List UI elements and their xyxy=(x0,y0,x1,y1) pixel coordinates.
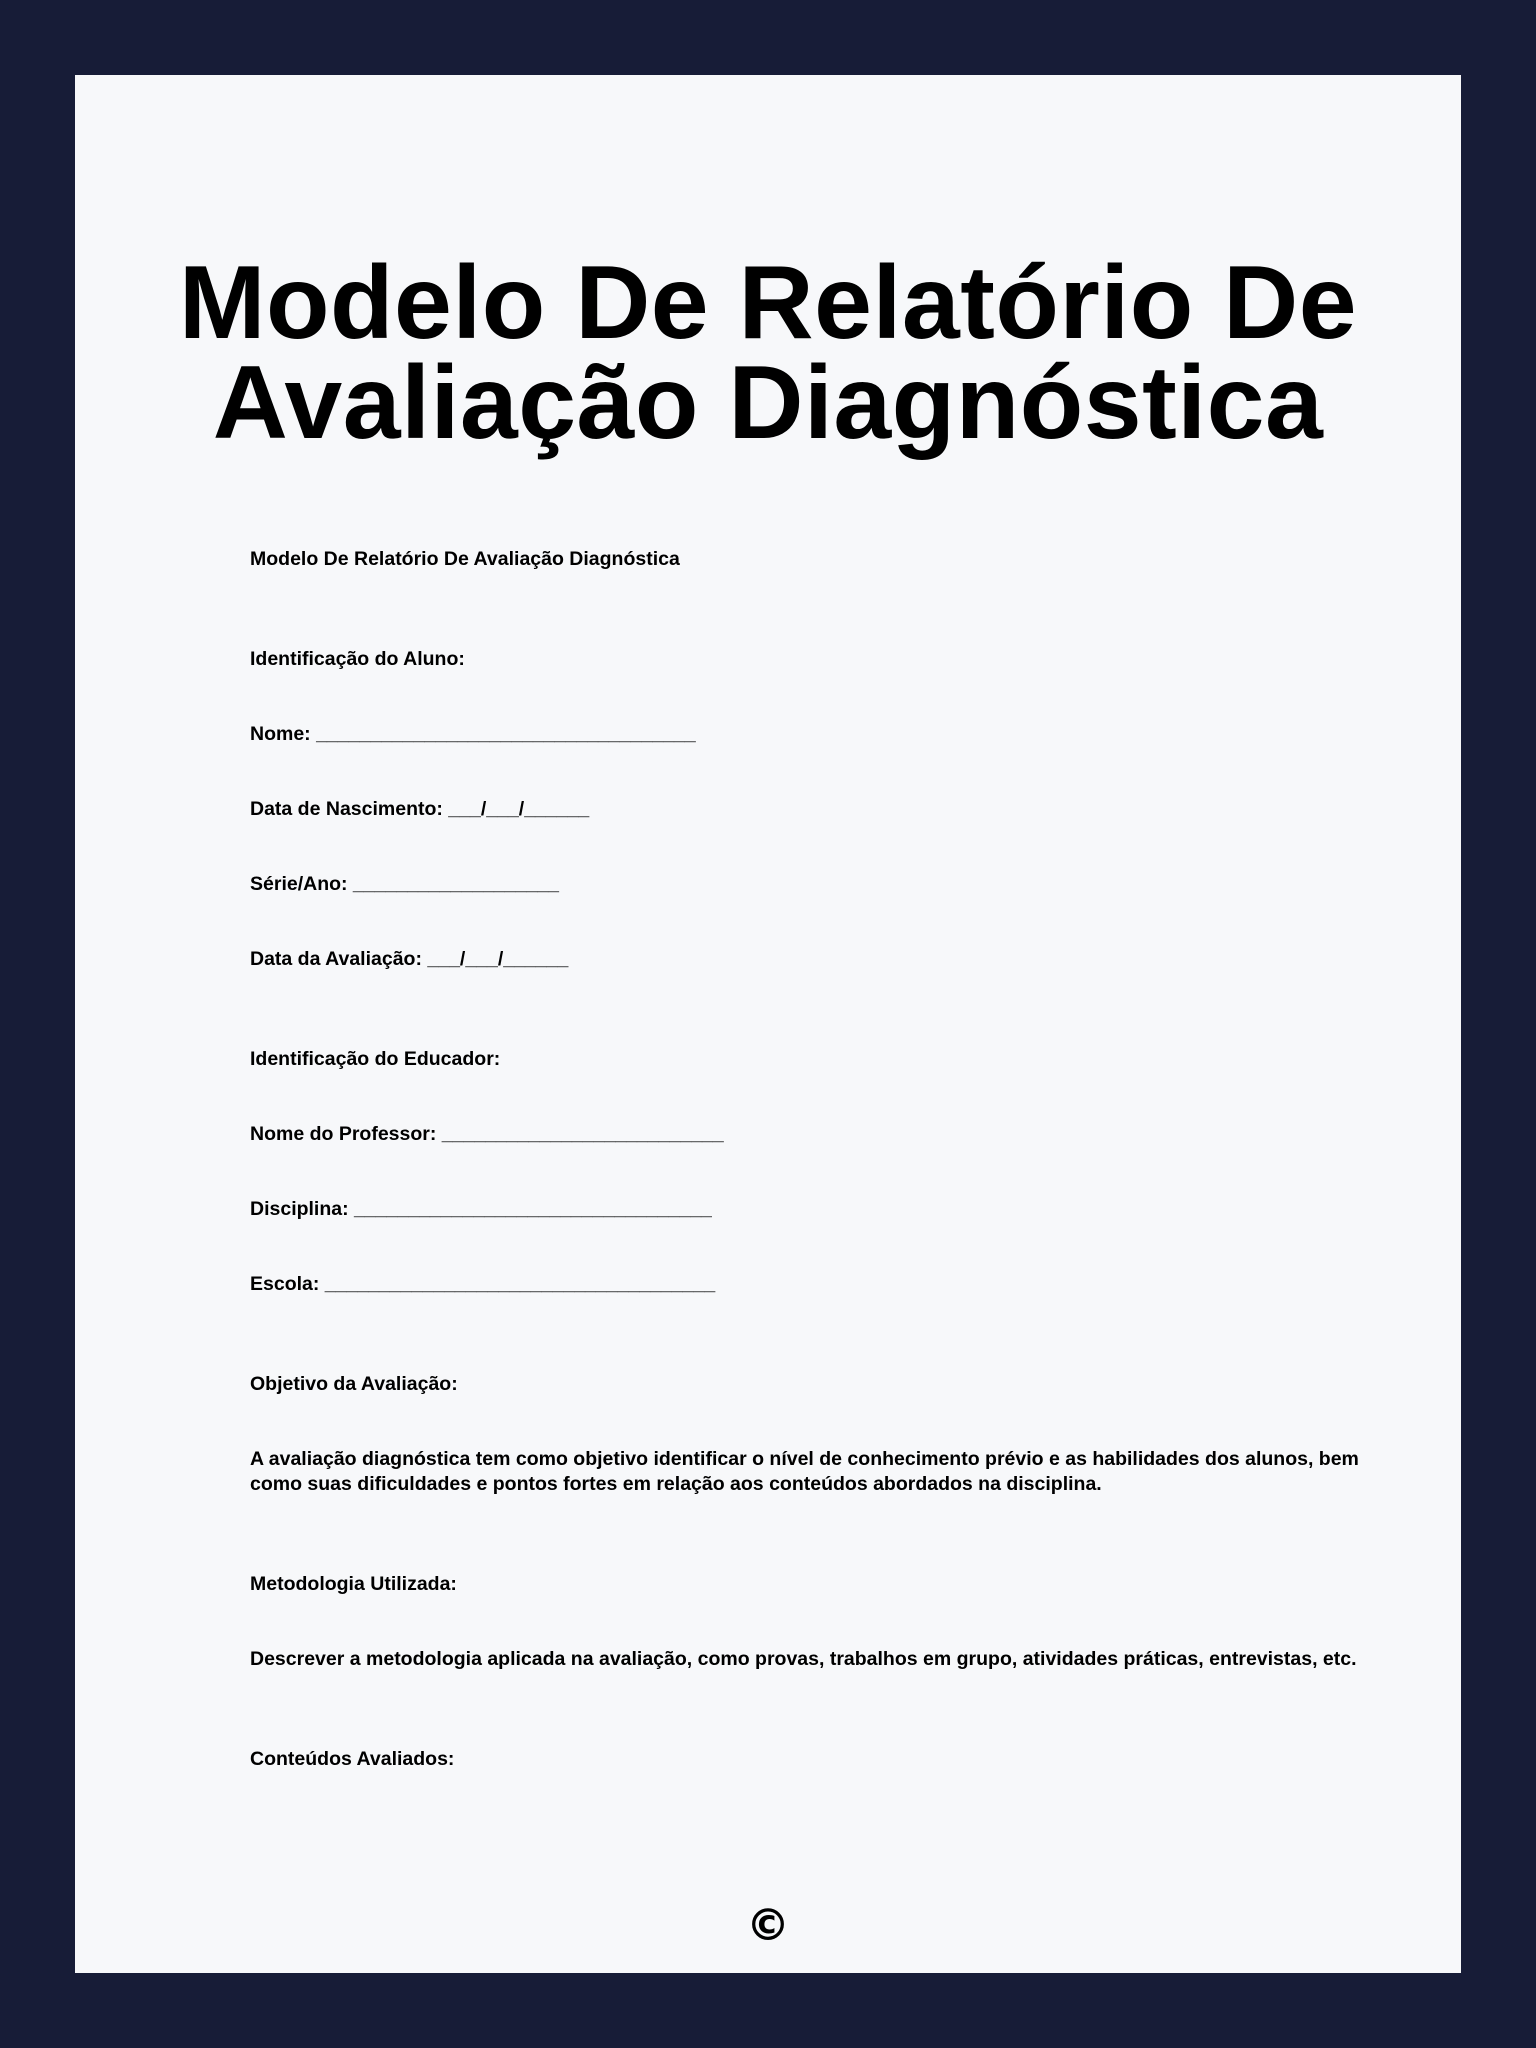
document-title: Modelo De Relatório De Avaliação Diagnóstica xyxy=(178,245,1358,461)
objective-text: A avaliação diagnóstica tem como objetivo identificar o nível de conhecimento prévio e as habilidades dos alunos, bem como suas dificuldades e pontos fortes em relação aos conteúdos abordados na disciplina. xyxy=(250,1448,1365,1495)
contents-section-heading: Conteúdos Avaliados: xyxy=(250,1748,455,1770)
school-field: Escola: ____________________________________ xyxy=(250,1273,716,1295)
objective-section-heading: Objetivo da Avaliação: xyxy=(250,1373,458,1395)
methodology-section-heading: Metodologia Utilizada: xyxy=(250,1573,457,1595)
document-body xyxy=(250,547,1365,1772)
grade-field: Série/Ano: ___________________ xyxy=(250,873,559,895)
copyright-icon: © xyxy=(746,1900,790,1951)
methodology-text: Descrever a metodologia aplicada na avaliação, como provas, trabalhos em grupo, atividades práticas, entrevistas, etc. xyxy=(250,1648,1357,1670)
student-name-field: Nome: ___________________________________ xyxy=(250,723,696,745)
evaluation-date-field: Data da Avaliação: ___/___/______ xyxy=(250,948,569,970)
educator-section-heading: Identificação do Educador: xyxy=(250,1048,501,1070)
student-section-heading: Identificação do Aluno: xyxy=(250,648,465,670)
document-subtitle: Modelo De Relatório De Avaliação Diagnóstica xyxy=(250,548,680,570)
teacher-name-field: Nome do Professor: __________________________ xyxy=(250,1123,724,1145)
document-page xyxy=(75,75,1461,1973)
birth-date-field: Data de Nascimento: ___/___/______ xyxy=(250,798,590,820)
discipline-field: Disciplina: _________________________________ xyxy=(250,1198,712,1220)
